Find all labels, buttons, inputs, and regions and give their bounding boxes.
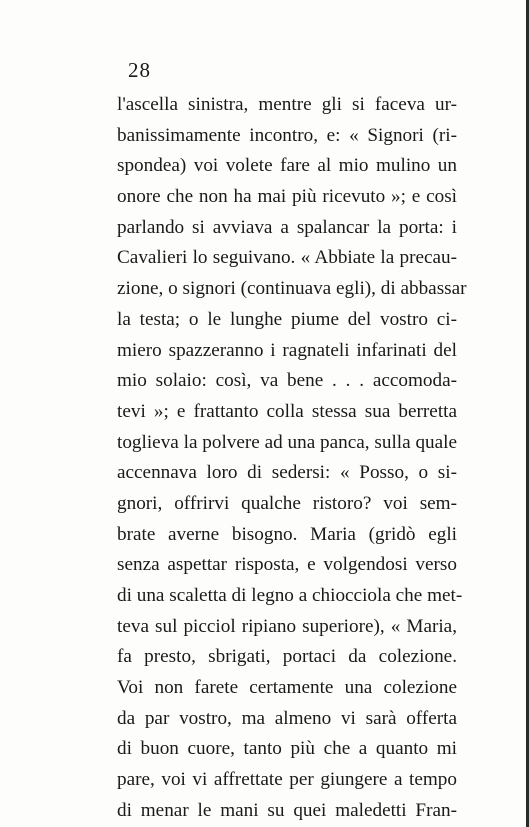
text-line: gnori, offrirvi qualche ristoro? voi sem- bbox=[117, 492, 457, 514]
text-line: brate averne bisogno. Maria (gridò egli bbox=[117, 523, 457, 545]
text-line: di una scaletta di legno a chiocciola che met- bbox=[117, 585, 463, 606]
text-line: spondea) voi volete fare al mio mulino un bbox=[117, 155, 457, 177]
text-line: fa presto, sbrigati, portaci da colezione. bbox=[117, 646, 457, 668]
text-line: pare, voi vi affrettate per giungere a tempo bbox=[117, 769, 457, 791]
text-line: senza aspettar risposta, e volgendosi verso bbox=[117, 554, 457, 576]
text-line: parlando si avviava a spalancar la porta: i bbox=[117, 216, 457, 238]
text-line: toglieva la polvere ad una panca, sulla quale bbox=[117, 431, 457, 453]
page-number: 28 bbox=[128, 58, 151, 82]
text-line: zione, o signori (continuava egli), di abbassar bbox=[117, 278, 467, 300]
text-line: banissimamente incontro, e: « Signori (ri- bbox=[117, 124, 457, 146]
text-line: miero spazzeranno i ragnateli infarinati del bbox=[117, 339, 457, 361]
text-line: di menar le mani su quei maledetti Fran- bbox=[117, 799, 457, 821]
text-line: tevi »; e frattanto colla stessa sua berretta bbox=[117, 400, 457, 422]
text-line: mio solaio: così, va bene . . . accomoda- bbox=[117, 370, 457, 392]
text-line: l'ascella sinistra, mentre gli si faceva ur- bbox=[117, 94, 457, 115]
text-line: accennava loro di sedersi: « Posso, o si- bbox=[117, 462, 457, 484]
text-line: di buon cuore, tanto più che a quanto mi bbox=[117, 738, 457, 760]
body-text bbox=[117, 90, 467, 827]
text-line: teva sul picciol ripiano superiore), « Maria, bbox=[117, 615, 457, 637]
text-line: la testa; o le lunghe piume del vostro ci- bbox=[117, 308, 457, 330]
text-line: Voi non farete certamente una colezione bbox=[117, 677, 457, 699]
text-line: da par vostro, ma almeno vi sarà offerta bbox=[117, 707, 457, 729]
text-line: onore che non ha mai più ricevuto »; e così bbox=[117, 186, 457, 208]
text-line: Cavalieri lo seguivano. « Abbiate la precau- bbox=[117, 247, 457, 269]
